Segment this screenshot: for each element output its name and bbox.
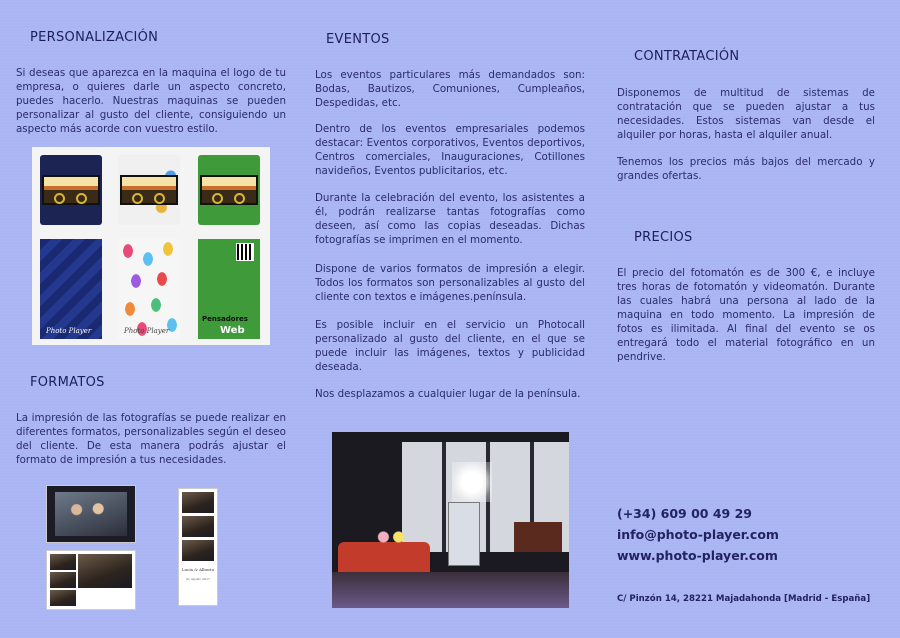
print-sample-grid — [46, 550, 136, 610]
contact-website[interactable]: www.photo-player.com — [617, 548, 778, 563]
eventos-heading: EVENTOS — [326, 32, 390, 47]
venue-floor — [332, 572, 569, 608]
kiosk-button — [212, 193, 223, 204]
kiosk-balloons — [118, 155, 180, 341]
formatos-text: La impresión de las fotografías se puede realizar en diferentes formatos, personalizables según el deseo del cliente. De esta manera podrás ajustar el formato de impresión a tus necesidades. — [16, 412, 286, 466]
kiosk-base — [118, 239, 180, 339]
venue-table-right — [514, 522, 562, 552]
sample-caption: Lucía & Alberto — [181, 567, 215, 572]
sample-photo — [50, 590, 76, 606]
precios-heading: PRECIOS — [634, 230, 693, 245]
sample-photo — [55, 492, 127, 536]
personalizacion-heading: PERSONALIZACIÓN — [30, 30, 159, 45]
print-sample-strip — [178, 488, 218, 606]
kiosk-screen — [120, 175, 178, 205]
kiosk-green — [198, 155, 260, 341]
contact-email[interactable]: info@photo-player.com — [617, 527, 779, 542]
kiosk-label: Photo Player — [46, 327, 92, 335]
sample-photo — [78, 554, 132, 588]
kiosk-label: Web — [220, 325, 245, 336]
kiosk-screen — [42, 175, 100, 205]
event-venue-photo — [332, 432, 569, 608]
eventos-text-3: Durante la celebración del evento, los asistentes a él, podrán realizarse tantas fotografías como deseen, así como las copias deseadas. Dichas fotografías se imprimen en el momento. — [315, 192, 585, 246]
personalizacion-text: Si deseas que aparezca en la maquina el logo de tu empresa, o quieres darle un aspecto concreto, puedes hacerlo. Nuestras maquinas se pueden personalizar al gusto del cliente, consiguiendo un aspecto más acorde con vuestro estilo. — [16, 67, 286, 135]
kiosk-base — [40, 239, 102, 339]
kiosk-label: Photo Player — [124, 327, 170, 335]
kiosks-photo — [32, 147, 270, 345]
sample-photo — [182, 516, 214, 537]
sample-photo — [182, 540, 214, 561]
precios-text: El precio del fotomatón es de 300 €, e incluye tres horas de fotomatón y videomatón. Durante las cuales habrá una persona al lado de la maquina en todo momento. La impresión de fotos es ilimitada. Al final del evento se os entregará todo el material fotográfico en un pendrive. — [617, 267, 875, 363]
contratacion-heading: CONTRATACIÓN — [634, 49, 740, 64]
kiosk-button — [54, 193, 65, 204]
kiosk-screen — [200, 175, 258, 205]
venue-booth — [448, 502, 480, 566]
sample-photo — [50, 554, 76, 570]
sample-date: 21 Agosto 2017 — [186, 577, 210, 581]
eventos-text-5: Es posible incluir en el servicio un Photocall personalizado al gusto del cliente, en el que se puede incluir las imágenes, textos y publicidad deseada. — [315, 319, 585, 373]
kiosk-navy — [40, 155, 102, 341]
eventos-text-1: Los eventos particulares más demandados son: Bodas, Bautizos, Comuniones, Cumpleaños, Despedidas, etc. — [315, 69, 585, 109]
contact-phone: (+34) 609 00 49 29 — [617, 506, 752, 521]
eventos-text-6: Nos desplazamos a cualquier lugar de la península. — [315, 388, 581, 400]
contratacion-text-2: Tenemos los precios más bajos del mercado y grandes ofertas. — [617, 156, 875, 182]
eventos-text-4: Dispone de varios formatos de impresión a elegir. Todos los formatos son personalizables al gusto del cliente con textos e imágenes.península. — [315, 263, 585, 303]
formatos-heading: FORMATOS — [30, 375, 105, 390]
eventos-text-2: Dentro de los eventos empresariales podemos destacar: Eventos corporativos, Eventos deportivos, Centros comerciales, Inauguraciones, Cotillones navideños, Eventos publicitarios, etc. — [315, 123, 585, 177]
print-sample-wide — [46, 485, 136, 543]
kiosk-button — [154, 193, 165, 204]
contratacion-text-1: Disponemos de multitud de sistemas de contratación que se pueden ajustar a tus necesidades. Estos sistemas van desde el alquiler por horas, hasta el alquiler anual. — [617, 87, 875, 141]
sample-photo — [50, 572, 76, 588]
contact-address: C/ Pinzón 14, 28221 Majadahonda [Madrid - España] — [617, 594, 871, 604]
venue-light — [452, 462, 492, 502]
sample-photo — [182, 492, 214, 513]
kiosk-button — [234, 193, 245, 204]
kiosk-button — [76, 193, 87, 204]
qr-code-icon — [236, 243, 254, 261]
kiosk-button — [132, 193, 143, 204]
kiosk-label: Pensadores — [202, 315, 248, 323]
venue-flowers — [372, 528, 410, 546]
